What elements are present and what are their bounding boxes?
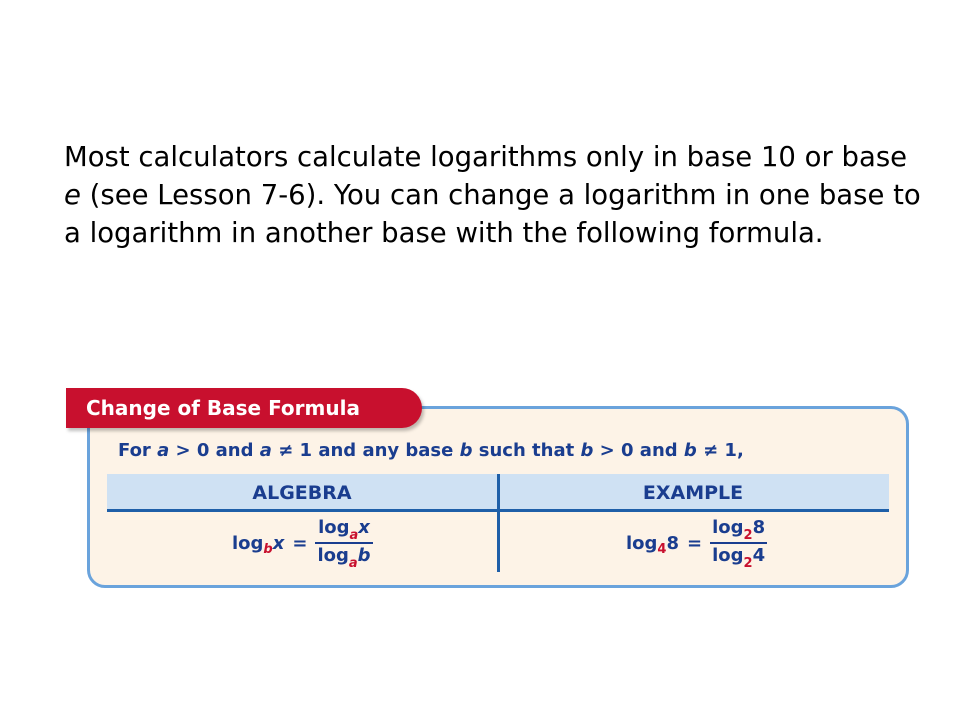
intro-paragraph: [64, 138, 924, 252]
condition-text: > 0 and: [593, 440, 684, 461]
condition-text: ≠ 1,: [696, 440, 744, 461]
log-text: log: [317, 545, 349, 566]
log-base: 4: [657, 541, 667, 557]
fraction: [710, 517, 767, 569]
condition-text: ≠ 1 and any base: [271, 440, 460, 461]
formula-condition: [118, 440, 744, 462]
formula-box-title: Change of Base Formula: [86, 396, 360, 420]
log-base: a: [348, 556, 358, 571]
log-base: a: [349, 528, 359, 543]
log-argument: x: [272, 532, 285, 554]
algebra-formula: [232, 516, 373, 570]
log-text: log: [318, 517, 350, 538]
log-argument: 4: [752, 545, 766, 566]
log-argument: x: [358, 517, 370, 538]
condition-var-b: b: [580, 440, 594, 461]
column-divider: [497, 474, 500, 572]
equals-sign: =: [687, 532, 703, 554]
fraction-denominator: [710, 545, 767, 569]
equals-sign: =: [292, 532, 308, 554]
intro-text-2: (see Lesson 7-6). You can change a logarithm in one base to a logarithm in another base with the following formula.: [64, 179, 921, 249]
log-text: log: [232, 532, 264, 554]
log-text: log: [712, 517, 744, 538]
intro-italic-e: e: [64, 179, 81, 211]
fraction-numerator: [316, 517, 372, 541]
column-header-algebra: ALGEBRA: [252, 482, 352, 504]
column-header-example: EXAMPLE: [642, 482, 744, 504]
log-base: 2: [743, 556, 753, 571]
log-text: log: [712, 545, 744, 566]
intro-text-1: Most calculators calculate logarithms only in base 10 or base: [64, 141, 908, 173]
condition-text: For: [118, 440, 158, 461]
fraction-bar: [315, 542, 372, 544]
log-base: b: [263, 541, 273, 557]
fraction-bar: [710, 542, 767, 544]
condition-text: > 0 and: [169, 440, 260, 461]
condition-var-a: a: [259, 440, 272, 461]
log-base: 2: [743, 528, 753, 543]
condition-var-b: b: [683, 440, 697, 461]
log-argument: b: [357, 545, 371, 566]
condition-var-a: a: [157, 440, 170, 461]
fraction-numerator: [710, 517, 767, 541]
condition-text: such that: [472, 440, 581, 461]
fraction-denominator: [315, 545, 372, 569]
log-argument: 8: [666, 532, 679, 554]
fraction: [315, 517, 372, 569]
log-argument: 8: [752, 517, 766, 538]
example-formula: [626, 516, 767, 570]
condition-var-b: b: [459, 440, 473, 461]
log-text: log: [626, 532, 658, 554]
